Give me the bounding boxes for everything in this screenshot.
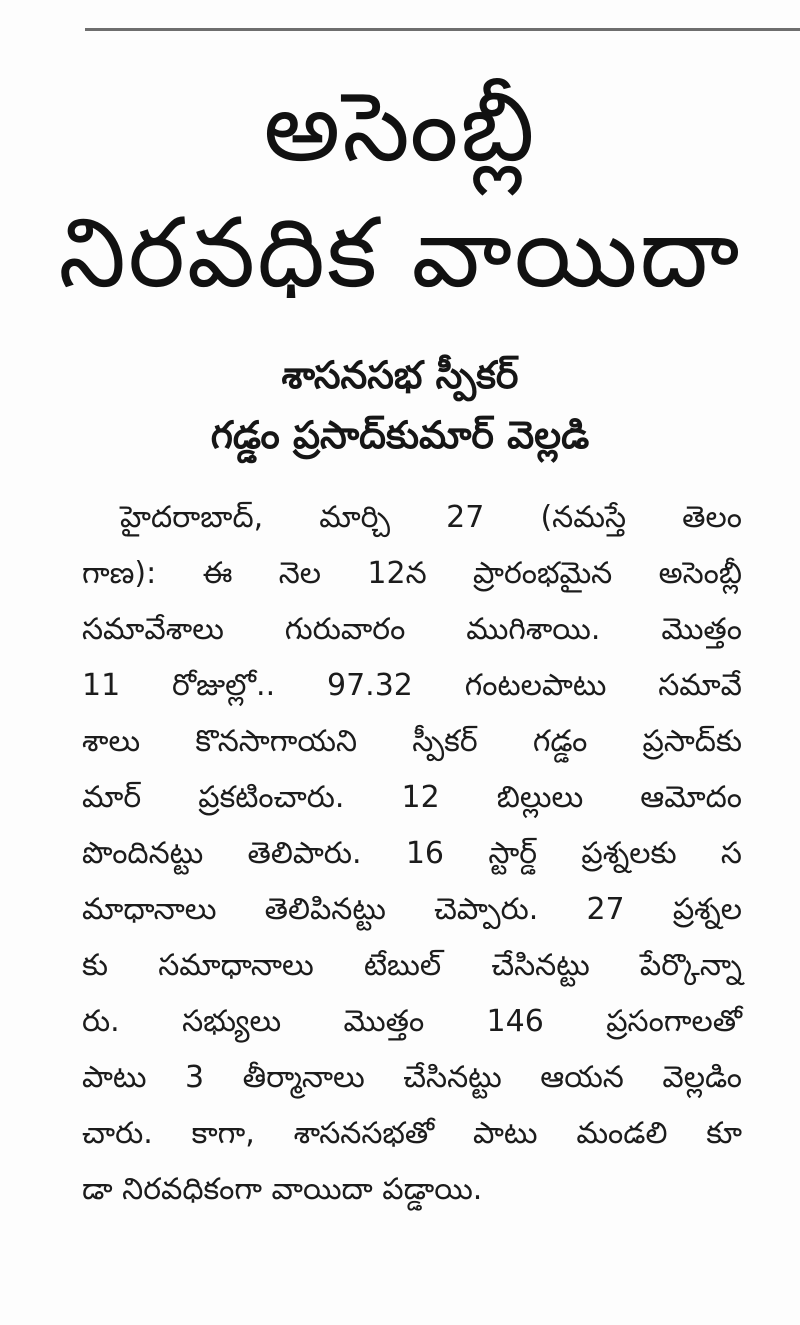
subheadline-line-1: శాసనసభ స్పీకర్ <box>281 353 519 397</box>
body-line: గాణ): ఈ నెల 12న ప్రారంభమైన అసెంబ్లీ <box>82 556 742 591</box>
body-line: మాధానాలు తెలిపినట్టు చెప్పారు. 27 ప్రశ్నల <box>82 892 742 927</box>
body-line: సమావేశాలు గురువారం ముగిశాయి. మొత్తం <box>82 612 742 647</box>
body-line: కు సమాధానాలు టేబుల్ చేసినట్టు పేర్కొన్నా <box>82 948 742 983</box>
top-divider <box>85 28 800 31</box>
body-line: రు. సభ్యులు మొత్తం 146 ప్రసంగాలతో <box>82 1004 742 1039</box>
body-line: శాలు కొనసాగాయని స్పీకర్ గడ్డం ప్రసాద్‌కు <box>82 724 742 759</box>
headline-line-1: అసెంబ్లీ <box>263 71 537 183</box>
body-line: హైదరాబాద్, మార్చి 27 (నమస్తే తెలం <box>120 500 742 535</box>
article-body <box>82 490 742 1218</box>
body-line: మార్ ప్రకటించారు. 12 బిల్లులు ఆమోదం <box>82 780 742 815</box>
body-line: చారు. కాగా, శాసనసభతో పాటు మండలి కూ <box>82 1116 742 1151</box>
headline-line-2: నిరవధిక వాయిదా <box>58 197 742 309</box>
body-line: 11 రోజుల్లో.. 97.32 గంటలపాటు సమావే <box>82 668 742 703</box>
body-line: పొందినట్టు తెలిపారు. 16 స్టార్డ్ ప్రశ్నలకు స <box>82 836 742 871</box>
body-line: పాటు 3 తీర్మానాలు చేసినట్టు ఆయన వెల్లడిం <box>82 1060 742 1095</box>
body-line: డా నిరవధికంగా వాయిదా పడ్డాయి. <box>82 1172 483 1207</box>
subheadline-line-2: గడ్డం ప్రసాద్‌కుమార్ వెల్లడి <box>210 413 590 457</box>
